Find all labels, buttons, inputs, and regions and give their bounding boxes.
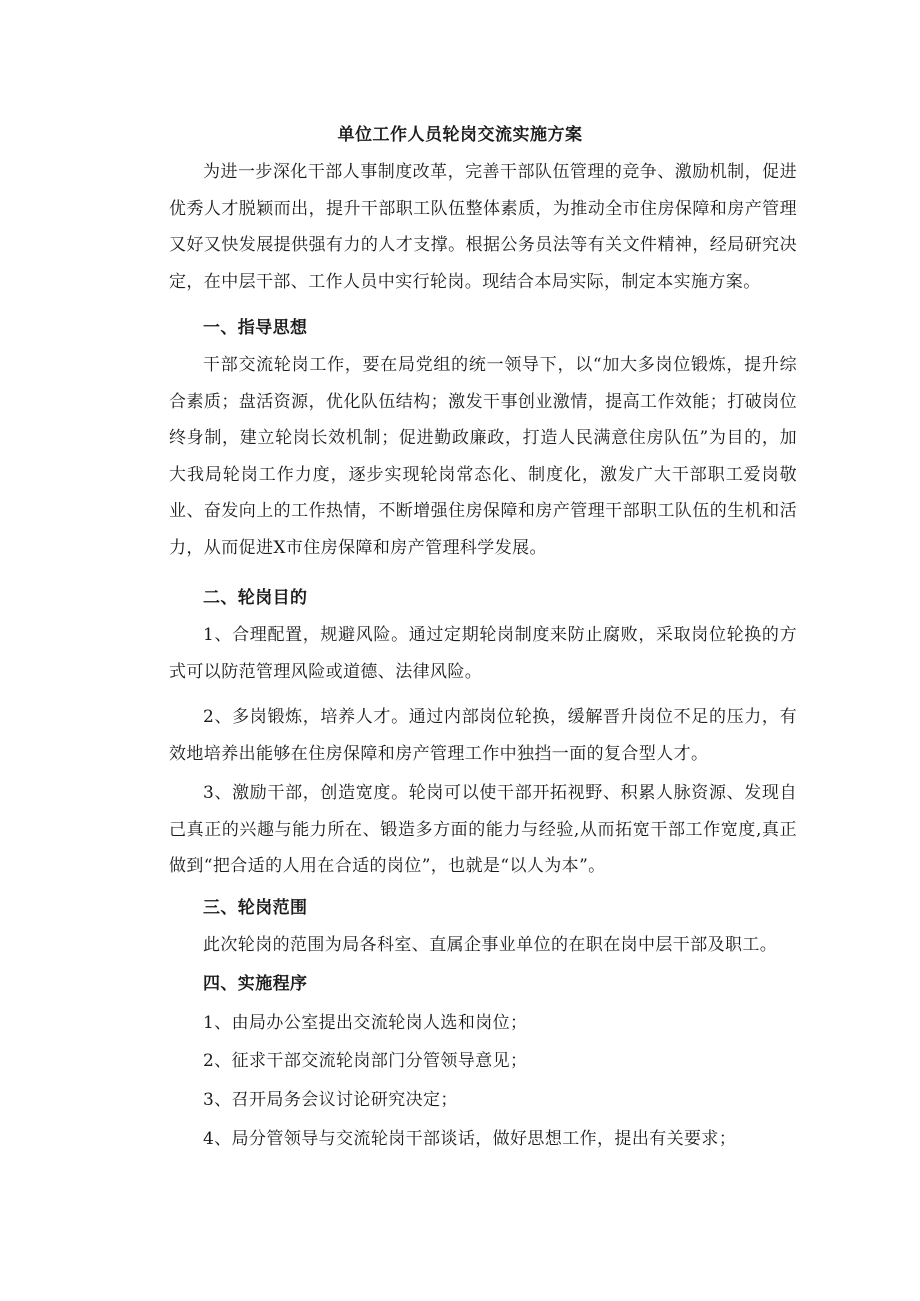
procedure-item-1: 1、由局办公室提出交流轮岗人选和岗位； <box>203 1013 528 1033</box>
section-heading-procedure: 四、实施程序 <box>203 974 308 994</box>
purpose-item-3: 3、激励干部，创造宽度。轮岗可以使干部开拓视野、积累人脉资源、发现自己真正的兴趣与能力所在、锻造多方面的能力与经验,从而拓宽干部工作宽度,真正做到“把合适的人用在合适的岗位”，也就是“以人为本”。 <box>169 783 797 876</box>
purpose-item-2: 2、多岗锻炼，培养人才。通过内部岗位轮换，缓解晋升岗位不足的压力，有效地培养出能够在住房保障和房产管理工作中独挡一面的复合型人才。 <box>169 707 797 764</box>
document-title: 单位工作人员轮岗交流实施方案 <box>337 125 583 145</box>
procedure-item-3: 3、召开局务会议讨论研究决定； <box>203 1090 458 1110</box>
purpose-item-1: 1、合理配置，规避风险。通过定期轮岗制度来防止腐败，采取岗位轮换的方式可以防范管理风险或道德、法律风险。 <box>169 625 797 682</box>
section-heading-rotation-purpose: 二、轮岗目的 <box>203 588 308 608</box>
section-heading-guiding-ideology: 一、指导思想 <box>203 318 308 338</box>
section-heading-rotation-scope: 三、轮岗范围 <box>203 898 308 918</box>
guiding-ideology-paragraph: 干部交流轮岗工作，要在局党组的统一领导下，以“加大多岗位锻炼，提升综合素质；盘活资源，优化队伍结构；激发干事创业激情，提高工作效能；打破岗位终身制，建立轮岗长效机制；促进勤政廉政，打造人民满意住房队伍”为目的，加大我局轮岗工作力度，逐步实现轮岗常态化、制度化，激发广大干部职工爱岗敬业、奋发向上的工作热情，不断增强住房保障和房产管理干部职工队伍的生机和活力，从而促进X市住房保障和房产管理科学发展。 <box>169 355 797 558</box>
scope-paragraph: 此次轮岗的范围为局各科室、直属企事业单位的在职在岗中层干部及职工。 <box>203 935 778 955</box>
intro-paragraph: 为进一步深化干部人事制度改革，完善干部队伍管理的竞争、激励机制，促进优秀人才脱颖而出，提升干部职工队伍整体素质，为推动全市住房保障和房产管理又好又快发展提供强有力的人才支撑。根据公务员法等有关文件精神，经局研究决定，在中层干部、工作人员中实行轮岗。现结合本局实际，制定本实施方案。 <box>169 162 797 292</box>
procedure-item-4: 4、局分管领导与交流轮岗干部谈话，做好思想工作，提出有关要求； <box>203 1129 737 1149</box>
procedure-item-2: 2、征求干部交流轮岗部门分管领导意见； <box>203 1051 528 1071</box>
